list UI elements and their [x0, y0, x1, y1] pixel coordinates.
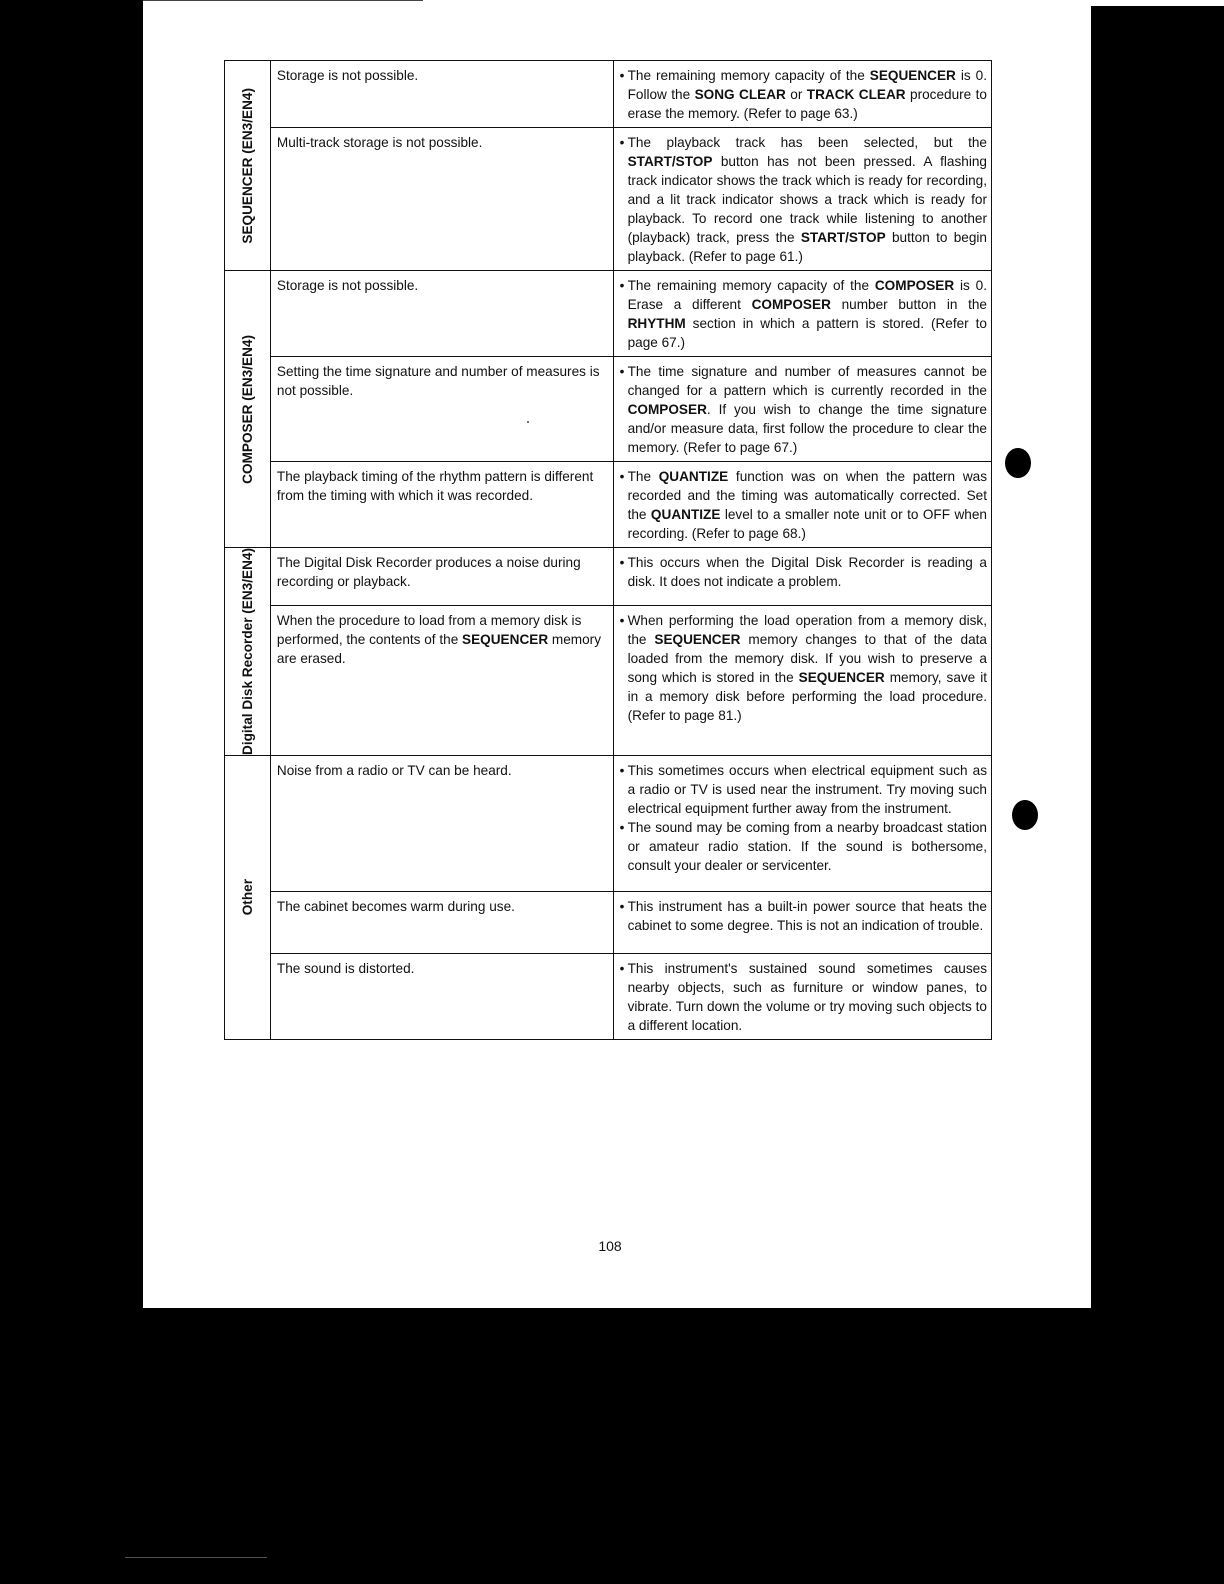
remedy-cell: [613, 606, 991, 756]
remedy-emphasis: SEQUENCER: [798, 670, 885, 686]
remedy-text: [628, 276, 987, 352]
remedy-cell: [613, 954, 991, 1040]
bullet-mark: •: [619, 68, 625, 83]
remedy-segment: This occurs when the Digital Disk Recorder is reading a disk. It does not indicate a problem.: [627, 555, 987, 589]
remedy-bullet: [620, 362, 987, 457]
category-label: COMPOSER (EN3/EN4): [239, 334, 255, 484]
table-row: [225, 357, 992, 462]
category-cell: [225, 271, 271, 548]
remedy-segment: The: [627, 469, 659, 484]
bullet-mark: •: [619, 135, 625, 150]
remedy-cell: [613, 61, 991, 128]
table-row: [225, 548, 992, 606]
bottom-link-underline: [125, 1556, 267, 1558]
remedy-text: [628, 133, 987, 266]
remedy-segment: is 0. Erase a different: [627, 278, 987, 312]
remedy-bullet: [620, 611, 987, 725]
problem-cell: Storage is not possible.: [270, 271, 613, 357]
remedy-cell: [613, 271, 991, 357]
bullet-mark: •: [619, 899, 625, 914]
remedy-emphasis: START/STOP: [627, 154, 713, 169]
table-row: [225, 128, 992, 271]
remedy-segment: is 0. Follow the: [627, 68, 987, 102]
remedy-segment: The time signature and number of measures cannot be changed for a pattern which is currently recorded in the: [627, 364, 987, 398]
problem-cell: Noise from a radio or TV can be heard.: [270, 756, 613, 892]
remedy-cell: [613, 548, 991, 606]
remedy-text: [628, 761, 987, 818]
category-cell: [225, 756, 271, 1040]
bullet-mark: •: [619, 469, 625, 484]
remedy-emphasis: START/STOP: [800, 230, 886, 245]
remedy-segment: The remaining memory capacity of the: [627, 68, 870, 83]
remedy-emphasis: RHYTHM: [627, 316, 686, 331]
remedy-emphasis: SEQUENCER: [654, 632, 741, 648]
remedy-segment: procedure to erase the memory. (Refer to page 63.): [627, 87, 987, 121]
problem-cell: The cabinet becomes warm during use.: [270, 892, 613, 954]
problem-cell: The playback timing of the rhythm pattern is different from the timing with which it was recorded.: [270, 462, 613, 548]
remedy-segment: This instrument's sustained sound sometimes causes nearby objects, such as furniture or window panes, to vibrate. Turn down the volume or try moving such objects to a different location.: [627, 961, 987, 1033]
remedy-segment: . If you wish to change the time signature and/or measure data, first follow the procedure to clear the memory. (Refer to page 67.): [627, 402, 987, 455]
bullet-mark: •: [619, 820, 625, 835]
remedy-emphasis: TRACK CLEAR: [806, 87, 906, 102]
table-row: [225, 462, 992, 548]
problem-cell: Multi-track storage is not possible.: [270, 128, 613, 271]
remedy-segment: level to a smaller note unit or to OFF when recording. (Refer to page 68.): [627, 507, 987, 541]
remedy-cell: [613, 756, 991, 892]
remedy-bullet: [620, 761, 987, 818]
remedy-text: [628, 362, 987, 457]
remedy-cell: [613, 892, 991, 954]
remedy-bullet: [620, 66, 987, 123]
bullet-mark: •: [619, 364, 625, 379]
remedy-cell: [613, 128, 991, 271]
remedy-emphasis: COMPOSER: [627, 402, 707, 417]
problem-emphasis: SEQUENCER: [462, 632, 549, 648]
remedy-cell: [613, 357, 991, 462]
remedy-bullet: [620, 553, 987, 591]
category-cell: [225, 548, 271, 756]
remedy-emphasis: QUANTIZE: [650, 507, 721, 522]
problem-cell: [270, 606, 613, 756]
remedy-emphasis: COMPOSER: [874, 278, 955, 293]
problem-text: When the procedure to load from a memory disk is performed, the contents of the: [276, 613, 582, 648]
remedy-segment: function was on when the pattern was recorded and the timing was automatically corrected. Set the: [627, 469, 987, 522]
remedy-text: [628, 897, 987, 935]
page-number: 108: [598, 1238, 622, 1254]
remedy-emphasis: COMPOSER: [751, 297, 831, 312]
remedy-segment: The playback track has been selected, but the: [627, 135, 987, 150]
remedy-segment: This sometimes occurs when electrical equipment such as a radio or TV is used near the instrument. Try moving such electrical equipment further away from the instrument.: [627, 763, 987, 816]
category-label: SEQUENCER (EN3/EN4): [239, 87, 255, 244]
category-label: Other: [239, 879, 255, 916]
category-label: Digital Disk Recorder (EN3/EN4): [239, 548, 255, 755]
remedy-segment: button has not been pressed. A flashing track indicator shows the track which is ready for recording, and a lit track indicator shows a track which is ready for playback. To record one track while listening to another (playback) track, press the: [627, 154, 987, 245]
problem-cell: The sound is distorted.: [270, 954, 613, 1040]
troubleshooting-table: [224, 60, 992, 1040]
remedy-bullet: [620, 276, 987, 352]
remedy-cell: [613, 462, 991, 548]
table-row: [225, 61, 992, 128]
table-row: [225, 954, 992, 1040]
table-row: [225, 892, 992, 954]
remedy-segment: memory changes to that of the data loaded from the memory disk. If you wish to preserve a song which is stored in the: [627, 632, 987, 686]
remedy-emphasis: SEQUENCER: [869, 68, 956, 83]
remedy-bullet: [620, 467, 987, 543]
scan-speck: [527, 421, 529, 423]
remedy-text: [628, 66, 987, 123]
binder-hole: [1012, 800, 1038, 830]
remedy-segment: This instrument has a built-in power source that heats the cabinet to some degree. This is not an indication of trouble.: [627, 899, 987, 933]
remedy-segment: section in which a pattern is stored. (Refer to page 67.): [627, 316, 987, 350]
remedy-bullet: [620, 897, 987, 935]
table-row: [225, 606, 992, 756]
problem-cell: Setting the time signature and number of measures is not possible.: [270, 357, 613, 462]
remedy-bullet: [620, 818, 987, 875]
remedy-segment: button to begin playback. (Refer to page 61.): [627, 230, 987, 264]
remedy-segment: The remaining memory capacity of the: [627, 278, 875, 293]
problem-cell: The Digital Disk Recorder produces a noise during recording or playback.: [270, 548, 613, 606]
category-cell: [225, 61, 271, 271]
binder-hole: [1005, 448, 1031, 478]
remedy-segment: When performing the load operation from a memory disk, the: [627, 613, 987, 648]
scan-top-line: [143, 0, 423, 1]
remedy-segment: number button in the: [830, 297, 987, 312]
table-row: [225, 271, 992, 357]
problem-text: memory are erased.: [276, 632, 602, 667]
remedy-emphasis: QUANTIZE: [658, 469, 729, 484]
page-right-edge: [1071, 6, 1091, 1308]
bullet-mark: •: [619, 763, 625, 778]
remedy-segment: or: [785, 87, 807, 102]
remedy-segment: memory, save it in a memory disk before performing the load procedure. (Refer to page 81.): [627, 670, 987, 724]
bullet-mark: •: [619, 961, 625, 976]
remedy-text: [628, 611, 987, 725]
remedy-text: [628, 959, 987, 1035]
table-row: [225, 756, 992, 892]
scan-left-margin: [0, 0, 143, 1584]
remedy-segment: The sound may be coming from a nearby broadcast station or amateur radio station. If the sound is bothersome, consult your dealer or servicenter.: [627, 820, 987, 873]
remedy-text: [628, 553, 987, 591]
remedy-text: [628, 818, 987, 875]
remedy-bullet: [620, 959, 987, 1035]
remedy-bullet: [620, 133, 987, 266]
problem-cell: Storage is not possible.: [270, 61, 613, 128]
bullet-mark: •: [619, 555, 625, 570]
bullet-mark: •: [619, 613, 625, 629]
bullet-mark: •: [619, 278, 625, 293]
remedy-text: [628, 467, 987, 543]
remedy-emphasis: SONG CLEAR: [694, 87, 786, 102]
